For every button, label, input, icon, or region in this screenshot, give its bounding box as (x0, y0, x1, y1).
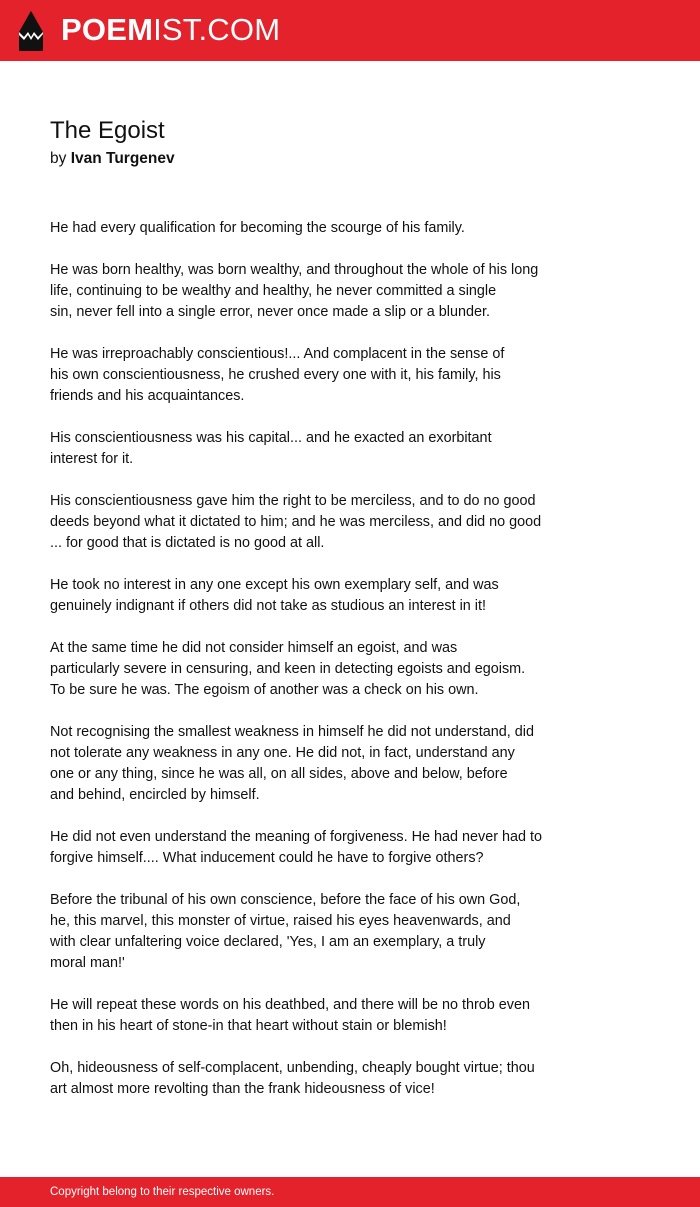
stanza (50, 1058, 610, 1100)
poem-line: then in his heart of stone-in that heart without stain or blemish! (50, 1018, 447, 1034)
poem-line: friends and his acquaintances. (50, 388, 245, 404)
copyright-text: Copyright belong to their respective owners. (50, 1186, 275, 1198)
stanza (50, 827, 610, 869)
stanza (50, 218, 610, 239)
poem-header (50, 117, 175, 169)
author-name: Ivan Turgenev (70, 150, 175, 167)
poem-line: Oh, hideousness of self-complacent, unbending, cheaply bought virtue; thou (50, 1060, 535, 1076)
poem-body (50, 218, 610, 1121)
byline (50, 149, 175, 169)
poem-line: deeds beyond what it dictated to him; and he was merciless, and did no good (50, 514, 542, 530)
poem-line: Not recognising the smallest weakness in himself he did not understand, did (50, 724, 534, 740)
stanza (50, 890, 610, 974)
poem-line: life, continuing to be wealthy and healthy, he never committed a single (50, 283, 497, 299)
poem-line: his own conscientiousness, he crushed every one with it, his family, his (50, 367, 501, 383)
poem-line: not tolerate any weakness in any one. He did not, in fact, understand any (50, 745, 515, 761)
logo-bold-text: POEM (61, 12, 154, 47)
poem-line: forgive himself.... What inducement could he have to forgive others? (50, 850, 484, 866)
poem-line: At the same time he did not consider himself an egoist, and was (50, 640, 458, 656)
site-footer (0, 1177, 700, 1207)
stanza (50, 995, 610, 1037)
poem-line: with clear unfaltering voice declared, 'Yes, I am an exemplary, a truly (50, 934, 486, 950)
stanza (50, 638, 610, 701)
poem-line: He did not even understand the meaning of forgiveness. He had never had to (50, 829, 543, 845)
poem-line: He had every qualification for becoming the scourge of his family. (50, 220, 465, 236)
stanza (50, 260, 610, 323)
poem-line: particularly severe in censuring, and keen in detecting egoists and egoism. (50, 661, 526, 677)
poem-line: Before the tribunal of his own conscience, before the face of his own God, (50, 892, 521, 908)
poem-title: The Egoist (50, 117, 165, 144)
poem-line: He was irreproachably conscientious!... And complacent in the sense of (50, 346, 505, 362)
stanza (50, 428, 610, 470)
poem-line: He was born healthy, was born wealthy, and throughout the whole of his long (50, 262, 539, 278)
poem-line: To be sure he was. The egoism of another was a check on his own. (50, 682, 479, 698)
pencil-icon (18, 10, 44, 52)
stanza (50, 344, 610, 407)
by-label: by (50, 150, 67, 167)
poem-line: and behind, encircled by himself. (50, 787, 260, 803)
poem-line: art almost more revolting than the frank hideousness of vice! (50, 1081, 435, 1097)
stanza (50, 575, 610, 617)
poem-line: one or any thing, since he was all, on all sides, above and below, before (50, 766, 508, 782)
stanza (50, 722, 610, 806)
poem-line: He will repeat these words on his deathbed, and there will be no throb even (50, 997, 530, 1013)
poem-line: His conscientiousness gave him the right to be merciless, and to do no good (50, 493, 536, 509)
site-logo[interactable] (61, 12, 280, 48)
poem-line: His conscientiousness was his capital... and he exacted an exorbitant (50, 430, 492, 446)
poem-line: moral man!' (50, 955, 125, 971)
site-header (0, 0, 700, 61)
poem-line: He took no interest in any one except his own exemplary self, and was (50, 577, 499, 593)
poem-line: ... for good that is dictated is no good at all. (50, 535, 325, 551)
poem-line: he, this marvel, this monster of virtue, raised his eyes heavenwards, and (50, 913, 511, 929)
poem-line: sin, never fell into a single error, never once made a slip or a blunder. (50, 304, 490, 320)
poem-line: interest for it. (50, 451, 134, 467)
logo-light-text: IST.COM (153, 12, 281, 47)
poem-line: genuinely indignant if others did not take as studious an interest in it! (50, 598, 486, 614)
stanza (50, 491, 610, 554)
